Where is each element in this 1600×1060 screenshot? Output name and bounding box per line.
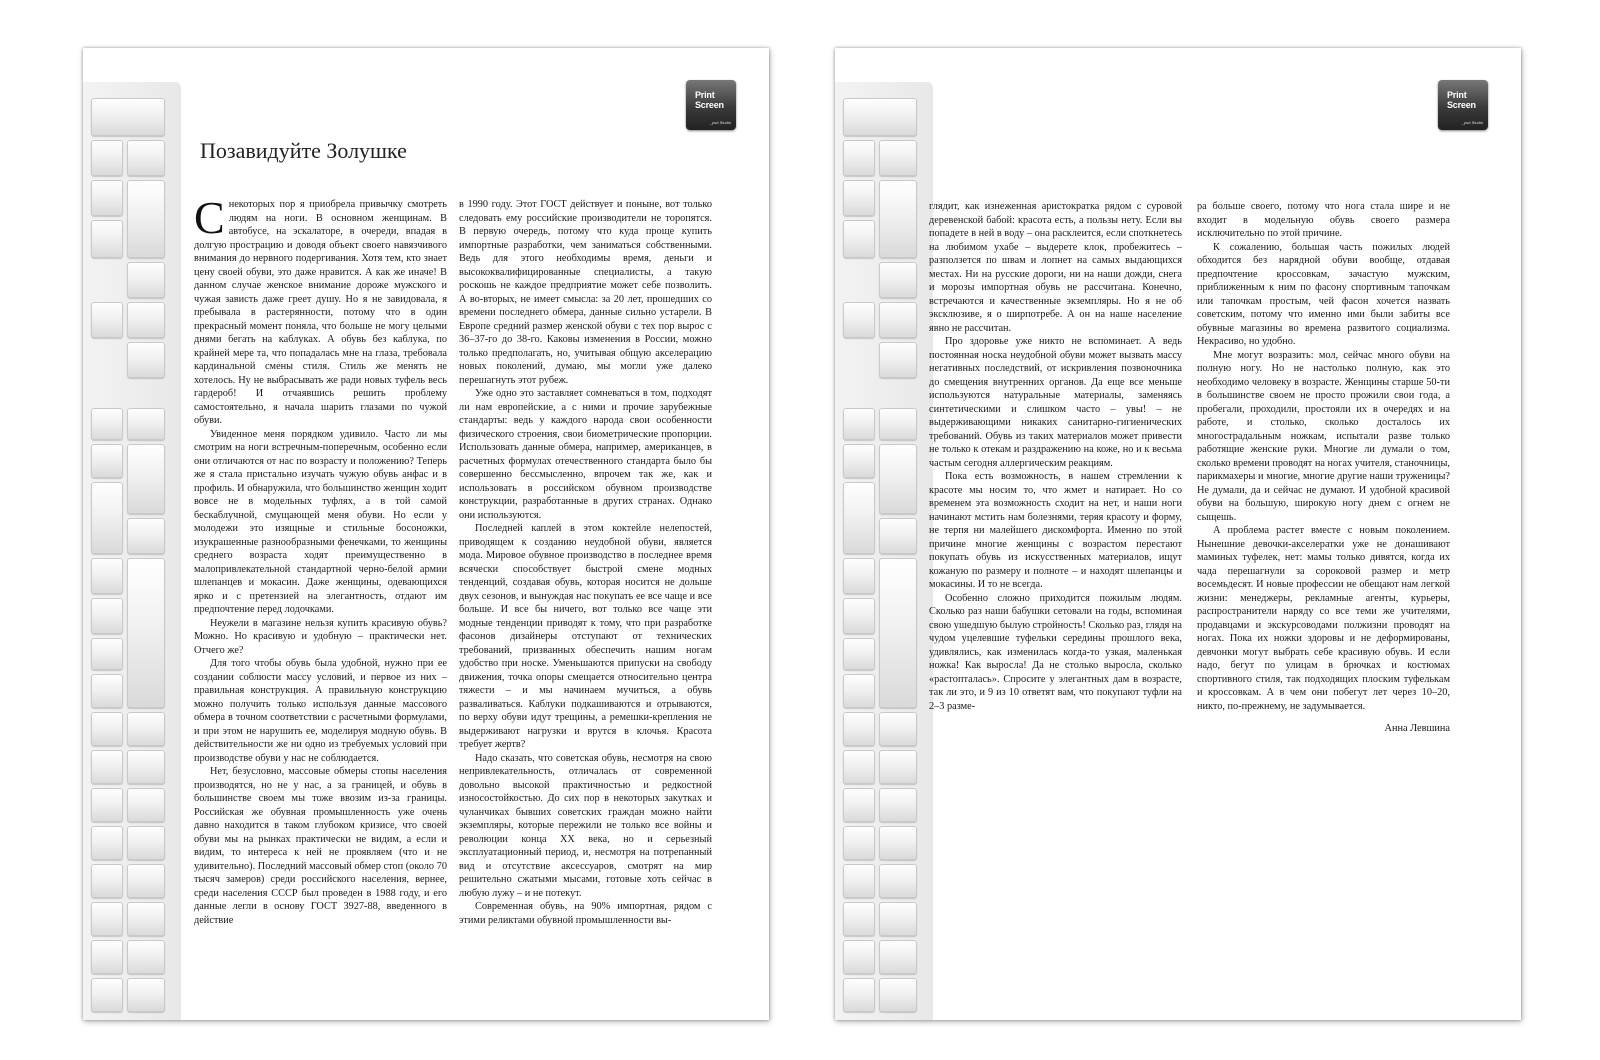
paragraph: А проблема растет вместе с новым поколением. Нынешние девочки-акселератки уже не донашивают маминых туфелек, нет: мамы только дивятся, когда их чада перешагнули за сороковой размер и метр восемьдесят. И новые профессии не обещают нам легкой жизни: менеджеры, рекламные агенты, курьеры, распространители наряду со все теми же учителями, продавцами и экскурсоводами полжизни проводят на ногах. Пока их ножки здоровы и не деформированы, девчонки могут выбрать себе красивую обувь. И если надо, бегут по улицам в брючках и костюмах спортивного стиля, так подходящих плоским туфелькам и кроссовкам. А в чем они побегут лет через 10–20, никто, по-прежнему, не задумывается. xyxy=(1197,525,1450,712)
key-icon xyxy=(127,518,165,554)
logo-line-1: Print xyxy=(1447,90,1467,100)
paragraph: Мне могут возразить: мол, сейчас много обуви на полную ногу. Но не настолько полную, как это необходимо человеку в возрасте. Женщины старше 50-ти в большинстве своем не просто прожили свои года, а пробегали, проходили, простояли их в очередях и на работе, и столько, сколько досталось их многострадальным ножкам, испытали разве только работящие женские руки. Многие ли думали о том, сколько времени проводят на ногах учителя, станочницы, парикмахеры и многие, многие другие наши труженицы? Не думали, да и сейчас не думают. И удобной красивой обуви на большую, широкую ногу днем с огнем не сыщешь. xyxy=(1197,349,1450,523)
drop-cap: С xyxy=(194,192,225,243)
key-icon xyxy=(127,712,165,746)
logo-line-2: Screen xyxy=(1447,100,1476,110)
key-icon xyxy=(879,902,917,936)
print-screen-logo-icon xyxy=(686,80,736,130)
key-icon xyxy=(91,902,123,936)
key-icon xyxy=(843,482,875,554)
key-icon xyxy=(91,788,123,822)
key-icon xyxy=(879,826,917,860)
key-icon xyxy=(879,342,917,378)
key-icon xyxy=(879,864,917,898)
key-icon xyxy=(127,864,165,898)
key-icon xyxy=(91,302,123,338)
paragraph xyxy=(194,192,447,428)
key-icon xyxy=(879,444,917,514)
key-icon xyxy=(127,978,165,1012)
key-icon xyxy=(91,638,123,670)
paragraph: ра больше своего, потому что нога стала шире и не входит в модельную обувь своего размера исключительно по этой причине. xyxy=(1197,201,1450,239)
paragraph: Увиденное меня порядком удивило. Часто ли мы смотрим на ноги встречным-поперечным, особенно если они отличаются от нас по возрасту и положению? Теперь же я стала пристально изучать чужую обувь анфас и в профиль. И обнаружила, что большинство женщин ходит вовсе не в модельных туфлях, а в той самой бескаблучной, смущающей меня обуви. Но если у молодежи это изящные и стильные босоножки, изукрашенные разнообразными фенечками, то женщины среднего возраста ходят преимущественно в малопривлекательной стандартной черно-белой армии шлепанцев и мокасин. Даже женщины, одевающихся ярко и с претензией на элегантность, отдают им предпочтение перед лодочками. xyxy=(194,428,447,615)
key-icon xyxy=(843,598,875,634)
key-icon xyxy=(843,864,875,898)
logo-line-2: Screen xyxy=(695,100,724,110)
paragraph: Для того чтобы обувь была удобной, нужно при ее создании соблюсти массу условий, и первое из них – правильная конструкция. А правильную конструкцию можно получить только используя данные массового обмера в точном соответствии с расчетными формулами, и при этом не нарушить ее, моделируя модную обувь. В действительности же ни одно из требуемых условий при производстве обуви у нас не соблюдается. xyxy=(194,658,447,764)
key-icon xyxy=(91,408,123,440)
key-icon xyxy=(91,482,123,554)
key-icon xyxy=(879,712,917,746)
key-icon xyxy=(843,940,875,974)
key-icon xyxy=(91,712,123,746)
paragraph: К сожалению, большая часть пожилых людей обходится без нарядной обуви вообще, отдавая предпочтение кроссовкам, зачастую мужским, приближенным к ним по фасону спортивным тапочкам или тапочкам простым, чей фасон хочется назвать советским, потому что именно ими были забиты все обувные магазины во времена развитого социализма. Некрасиво, но удобно. xyxy=(1197,241,1450,347)
paragraph: Особенно сложно приходится пожилым людям. Сколько раз наши бабушки сетовали на годы, вспоминая свою ушедшую былую стройность! Сколько раз, глядя на чудом уцелевшие туфельки середины прошлого века, удивлялись, как изменилась когда-то узкая, маленькая ножка! Как выросла! Да не столько выросла, сколько «растопталась». Спросите у элегантных дам в возрасте, так ли это, и 9 из 10 ответят вам, что покупают туфли на 2–3 разме- xyxy=(929,592,1182,712)
key-icon xyxy=(91,826,123,860)
author-signature: Анна Левшина xyxy=(1384,723,1450,734)
paragraph: Неужели в магазине нельзя купить красивую обувь? Можно. Но красивую и удобную – практически нет. Отчего же? xyxy=(194,617,447,656)
key-icon xyxy=(127,140,165,176)
key-icon xyxy=(879,750,917,784)
paragraph: Надо сказать, что советская обувь, несмотря на свою непривлекательность, отличалась от современной довольно высокой практичностью и редкостной износостойкостью. До сих пор в некоторых закутках и чуланчиках бывших советских граждан можно найти экземпляры, которые пережили не только все войны и революции конца XX века, но и серьезный эксплуатационный период, и, несмотря на потрепанный вид и отсутствие аксессуаров, смотрят на мир решительно сжатыми мысами, готовые хоть сейчас в любую лужу – и не потекут. xyxy=(459,752,712,899)
key-icon xyxy=(879,302,917,338)
key-icon xyxy=(879,940,917,974)
key-icon xyxy=(127,750,165,784)
key-icon xyxy=(127,262,165,298)
right-page xyxy=(835,48,1521,1020)
key-icon xyxy=(127,342,165,378)
key-icon xyxy=(879,262,917,298)
key-icon xyxy=(879,518,917,554)
key-icon xyxy=(843,978,875,1012)
key-icon xyxy=(127,902,165,936)
key-icon xyxy=(127,826,165,860)
logo-line-1: Print xyxy=(695,90,715,100)
key-icon xyxy=(127,444,165,514)
keyboard-decoration xyxy=(835,82,933,1020)
key-icon xyxy=(127,788,165,822)
key-icon xyxy=(127,302,165,338)
text-column xyxy=(929,200,1182,713)
paragraph-text: некоторых пор я приобрела привычку смотреть людям на ноги. В основном женщинам. В автобусе, на эскалаторе, в очереди, впадая в долгую прострацию и доводя объект своего навязчивого внимания до нервного подергивания. Хотя тем, кто знает цену своей обуви, это даже нравится. А как же иначе! В данном случае женское внимание дороже мужского и чужая зависть даже греет душу. Но я не завидовала, я пребывала в растерянности, потому что в один прекрасный момент поняла, что больше не могу целыми днями бегать на каблуках. А обувь без каблука, по крайней мере та, что попадалась мне на глаза, требовала кардинальной смены стиля. Стиль же менять не хотелось. Ну не выбрасывать же ради новых туфель весь гардероб! И отчаявшись решить проблему самостоятельно, я начала шарить глазами по чужой обуви. xyxy=(194,199,447,426)
text-column xyxy=(194,192,447,927)
logo-line-3: _psd Studio xyxy=(709,120,731,125)
logo-line-3: _psd Studio xyxy=(1461,120,1483,125)
text-column xyxy=(1197,200,1450,736)
key-icon xyxy=(127,940,165,974)
key-icon xyxy=(91,180,123,216)
key-icon xyxy=(843,902,875,936)
key-icon xyxy=(91,978,123,1012)
article-title: Позавидуйте Золушке xyxy=(200,138,407,163)
text-column xyxy=(459,198,712,927)
key-icon xyxy=(91,598,123,634)
key-icon xyxy=(879,788,917,822)
key-icon xyxy=(879,408,917,440)
paragraph: Нет, безусловно, массовые обмеры стопы населения производятся, но не у нас, а за границей, и обувь в большинстве своем мы тоже ввозим из-за границы. Российская же обувная промышленность уже очень давно находится в таком глубоком кризисе, что своей обуви мы на рынках практически не видим, а если и видим, то интереса к ней не проявляем (что и не удивительно). Последний массовый обмер стоп (около 70 тысяч замеров) среди российского населения, вернее, среди населения СССР был проведен в 1988 году, и его данные легли в основу ГОСТ 3927-88, введенного в действие xyxy=(194,766,447,926)
key-icon xyxy=(91,98,165,136)
key-icon xyxy=(843,558,875,594)
paragraph: Пока есть возможность, в нашем стремлении к красоте мы носим то, что жмет и натирает. Но со временем эта возможность сходит на нет, и наши ноги начинают мстить нам болезнями, теряя красоту и форму, не терпя ни малейшего дискомфорта. Именно по этой причине многие женщины с возрастом перестают покупать обувь из искусственных материалов, ищут кожаную по размеру и полноте – и находят шлепанцы и мокасины. И то не всегда. xyxy=(929,471,1182,590)
key-icon xyxy=(91,940,123,974)
key-icon xyxy=(843,826,875,860)
left-page xyxy=(83,48,769,1020)
key-icon xyxy=(843,638,875,670)
key-icon xyxy=(843,674,875,708)
key-icon xyxy=(843,98,917,136)
paragraph: глядит, как изнеженная аристократка рядом с суровой деревенской бабой: красота есть, а пользы нету. Если вы попадете в ней в воду – она расклеится, если споткнетесь на любимом ухабе – выдерете клок, пробежитесь – разползется по швам и лопнет на самых выдающихся местах. Ни на русские дороги, ни на наши дожди, снега и морозы импортная обувь не рассчитана. Конечно, встречаются и качественные экземпляры. Но я не об эксклюзиве, я о ширпотребе. А он на наше население явно не рассчитан. xyxy=(929,201,1182,334)
print-screen-logo-icon xyxy=(1438,80,1488,130)
key-icon xyxy=(91,750,123,784)
key-icon xyxy=(127,180,165,258)
key-icon xyxy=(91,864,123,898)
key-icon xyxy=(843,302,875,338)
key-icon xyxy=(127,408,165,440)
key-icon xyxy=(91,558,123,594)
paragraph: Последней каплей в этом коктейле нелепостей, приводящем к созданию неудобной обуви, является мода. Мировое обувное производство в последнее время всячески способствует быстрой смене модных тенденций, создавая обувь, которая носится не дольше двух сезонов, и вынуждая нас покупать ее все чаще и все больше. И все бы ничего, вот только все чаще эти модные тенденции приводят к тому, что при разработке фасонов дизайнеры отступают от технических требований, призванных обеспечить нашим ногам удобство при носке. Уменьшаются припуски на свободу движения, точка опоры смещается относительно центра тяжести – и мы начинаем мучиться, а обувь разваливаться. Каблуки подкашиваются и отрываются, по верху обуви идут трещины, а ремешки-крепления не выдерживают нагрузки и врутся в клочья. Красота требует жертв? xyxy=(459,523,712,750)
key-icon xyxy=(879,978,917,1012)
key-icon xyxy=(843,788,875,822)
key-icon xyxy=(843,220,875,258)
key-icon xyxy=(843,444,875,478)
paragraph: в 1990 году. Этот ГОСТ действует и поныне, вот только следовать ему российские производители не торопятся. В первую очередь, потому что куда проще купить импортные разработки, чем заниматься собственными. Ведь для этого необходимы время, деньги и высококвалифицированные специалисты, а такую роскошь не каждое предприятие может себе позволить. А во-вторых, не имеет смысла: за 20 лет, прошедших со времени последнего обмера, данные сильно устарели. В Европе средний размер женской обуви с тех пор вырос с 36–37-го до 38-го. Каковы изменения в России, можно только предполагать, но, учитывая общую акселерацию новых поколений, думаю, мы могли уже далеко перешагнуть этот рубеж. xyxy=(459,199,712,386)
key-icon xyxy=(879,140,917,176)
key-icon xyxy=(843,180,875,216)
key-icon xyxy=(879,180,917,258)
key-icon xyxy=(843,712,875,746)
paragraph: Современная обувь, на 90% импортная, рядом с этими реликтами обувной промышленности вы- xyxy=(459,901,712,926)
key-icon xyxy=(91,444,123,478)
key-icon xyxy=(91,140,123,176)
key-icon xyxy=(91,220,123,258)
key-icon xyxy=(91,674,123,708)
key-icon xyxy=(843,750,875,784)
key-icon xyxy=(843,408,875,440)
key-icon xyxy=(879,558,917,708)
paragraph: Уже одно это заставляет сомневаться в том, подходят ли нам европейские, а с ними и прочие зарубежные стандарты: ведь у каждого народа свои особенности физического строения, свои биометрические пропорции. Использовать данные обмера, например, американцев, в расчетных формулах отечественного стандарта было бы совершенно бессмысленно, впрочем так же, как и использовать в российском обувном производстве конструкции, разработанные в других странах. Однако они используются. xyxy=(459,388,712,521)
paragraph: Про здоровье уже никто не вспоминает. А ведь постоянная носка неудобной обуви может вызвать массу негативных последствий, от искривления позвоночника до смещения внутренних органов. Да еще все меньше используются натуральные материалы, заменяясь синтетическими и слишком часто – увы! – не выдерживающими никаких санитарно-гигиенических требований. Обувь из таких материалов может привести не только к отекам и раздражению на коже, но и к весьма частым сегодня аллергическим реакциям. xyxy=(929,336,1182,469)
key-icon xyxy=(127,558,165,708)
key-icon xyxy=(843,140,875,176)
keyboard-decoration xyxy=(83,82,181,1020)
